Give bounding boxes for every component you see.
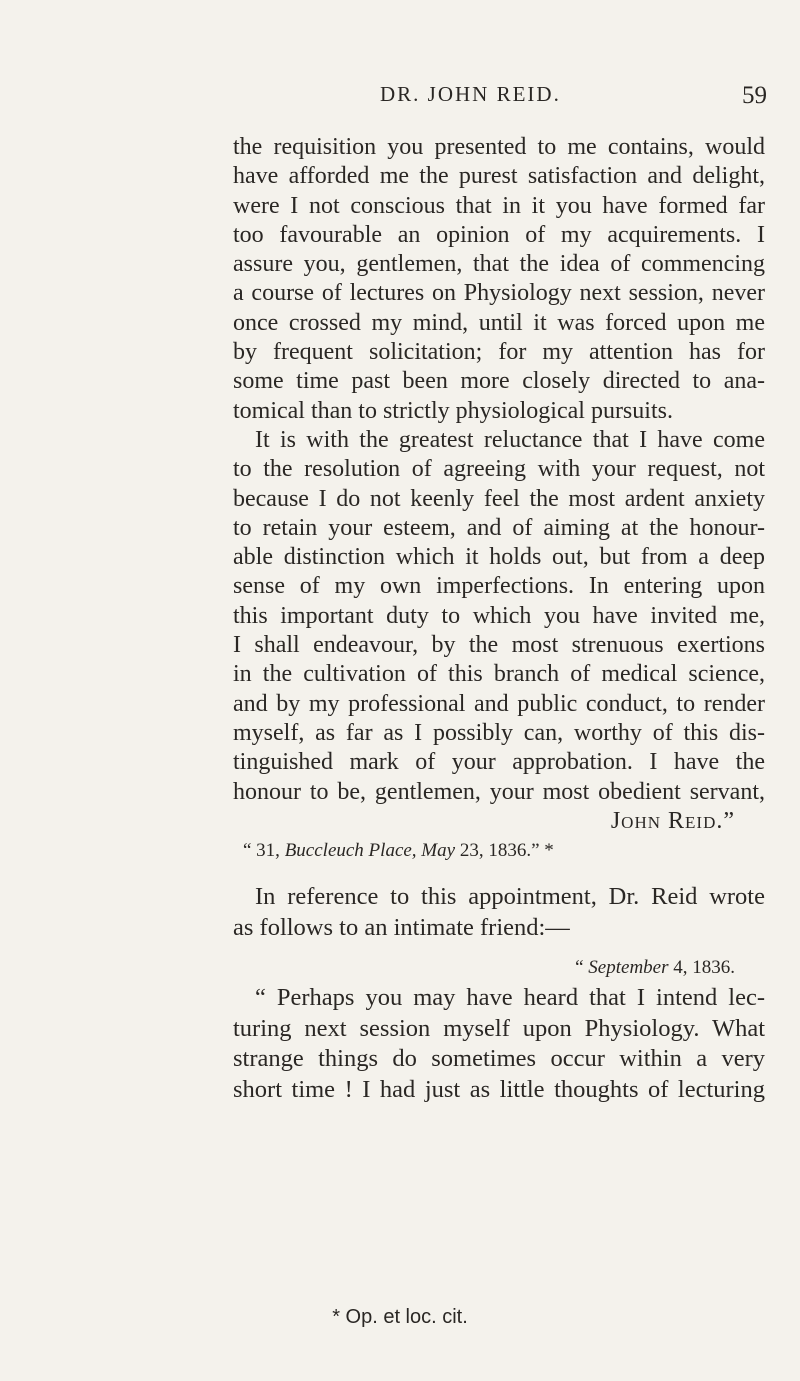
text-line: assure you, gentlemen, that the idea of commencing bbox=[233, 251, 765, 278]
text-line: tinguished mark of your approbation. I have the bbox=[233, 749, 765, 776]
text-line: myself, as far as I possibly can, worthy of this dis- bbox=[233, 719, 765, 746]
spacer bbox=[233, 943, 765, 953]
date-month: September bbox=[588, 957, 669, 979]
letter-date bbox=[233, 953, 765, 983]
text-line: sense of my own imperfections. In entering upon bbox=[233, 573, 765, 600]
second-letter bbox=[233, 983, 765, 1105]
body-text bbox=[233, 133, 765, 1105]
text-line: because I do not keenly feel the most ardent anxiety bbox=[233, 485, 765, 512]
text-line: to the resolution of agreeing with your request, not bbox=[233, 456, 765, 483]
text-line: too favourable an opinion of my acquirements. I bbox=[233, 221, 765, 248]
text-line: in the cultivation of this branch of medical science, bbox=[233, 661, 765, 688]
text-line: as follows to an intimate friend:— bbox=[233, 913, 570, 941]
spacer bbox=[233, 866, 765, 882]
text-line: able distinction which it holds out, but from a deep bbox=[233, 544, 765, 571]
text-line: and by my professional and public conduct, to render bbox=[233, 690, 765, 717]
signature: John Reid.” bbox=[610, 807, 735, 834]
date-day-year: 4, 1836. bbox=[668, 957, 735, 979]
text-line: “ Perhaps you may have heard that I intend lec- bbox=[255, 984, 765, 1012]
text-line: It is with the greatest reluctance that I have come bbox=[255, 426, 765, 453]
text-line: I shall endeavour, by the most strenuous exertions bbox=[233, 632, 765, 659]
text-line: have afforded me the purest satisfaction and delight, bbox=[233, 163, 765, 190]
text-line: strange things do sometimes occur within a very bbox=[233, 1045, 765, 1073]
text-line: honour to be, gentlemen, your most obedient servant, bbox=[233, 778, 765, 805]
text-line: this important duty to which you have invited me, bbox=[233, 602, 765, 629]
text-line: some time past been more closely directed to ana- bbox=[233, 368, 765, 395]
date-prefix: “ bbox=[575, 957, 589, 979]
text-line: short time ! I had just as little thoughts of lecturing bbox=[233, 1075, 765, 1103]
text-line: were I not conscious that in it you have formed far bbox=[233, 192, 765, 219]
letter-address bbox=[233, 836, 765, 866]
text-line: tomical than to strictly physiological pursuits. bbox=[233, 397, 673, 424]
text-line: turing next session myself upon Physiology. What bbox=[233, 1014, 765, 1042]
text-line: a course of lectures on Physiology next session, never bbox=[233, 280, 765, 307]
text-line: the requisition you presented to me contains, would bbox=[233, 134, 765, 160]
address-place: Buccleuch Place, May bbox=[284, 840, 456, 862]
text-line: by frequent solicitation; for my attention has for bbox=[233, 339, 765, 366]
intro-paragraph bbox=[233, 882, 765, 943]
address-prefix: “ 31, bbox=[243, 840, 285, 862]
page-number: 59 bbox=[742, 82, 767, 109]
footnote: * Op. et loc. cit. bbox=[332, 1306, 468, 1328]
running-head bbox=[0, 82, 800, 118]
text-line: once crossed my mind, until it was forced upon me bbox=[233, 309, 765, 336]
text-line: to retain your esteem, and of aiming at the honour- bbox=[233, 514, 765, 541]
address-date: 23, 1836.” * bbox=[455, 840, 554, 862]
running-title: DR. JOHN REID. bbox=[380, 82, 561, 106]
text-line: In reference to this appointment, Dr. Reid wrote bbox=[255, 883, 765, 911]
